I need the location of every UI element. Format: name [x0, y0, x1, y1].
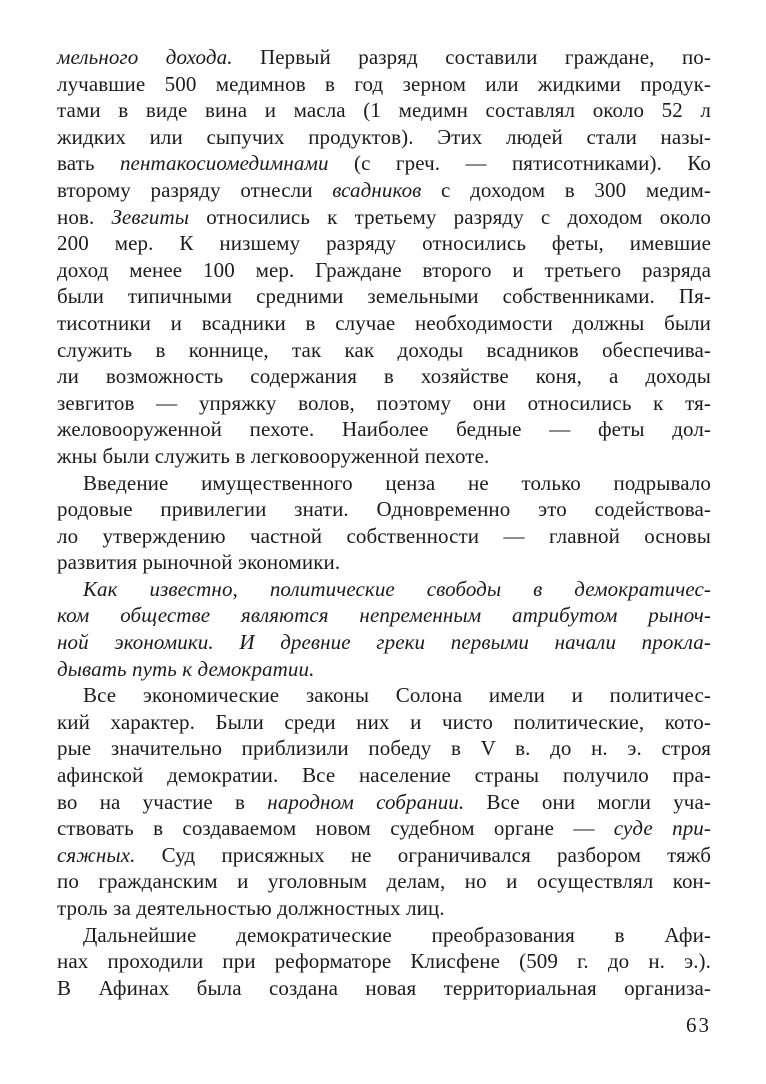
text-run: желовооруженной пехоте. Наиболее бедные — феты дол-: [57, 417, 711, 442]
text-run: ствовать в создаваемом новом судебном органе —: [57, 816, 614, 841]
text-run: Дальнейшие демократические преобразования в Афи-: [83, 922, 711, 947]
text-run: Все они могли уча-: [464, 789, 711, 814]
text-run: служить в коннице, так как доходы всадников обеспечива-: [57, 337, 711, 362]
text-run: троль за деятельностью должностных лиц.: [57, 896, 445, 920]
text-line: [57, 204, 711, 231]
text-line: [57, 363, 711, 390]
text-run: с доходом в 300 медим-: [421, 177, 711, 202]
text-run: жидких или сыпучих продуктов). Этих людей стали назы-: [57, 124, 711, 149]
text-line: [57, 230, 711, 257]
text-line: [57, 337, 711, 364]
text-line: [57, 177, 711, 204]
text-run: тами в виде вина и масла (1 медимн составлял около 52 л: [57, 98, 711, 123]
text-line: [57, 523, 711, 550]
text-block: [57, 44, 711, 1001]
text-line: [57, 416, 711, 443]
text-run: В Афинах была создана новая территориальная организа-: [57, 975, 711, 1000]
text-line: [57, 124, 711, 151]
text-line: [57, 815, 711, 842]
text-line: [57, 150, 711, 177]
italic-text-run: народном собрании.: [267, 789, 465, 814]
text-run: нах проходили при реформаторе Клисфене (509 г. до н. э.).: [57, 949, 711, 974]
text-line: [57, 602, 711, 629]
text-run: вать: [57, 151, 120, 176]
text-run: по гражданским и уголовным делам, но и осуществлял кон-: [57, 869, 711, 894]
text-run: родовые привилегии знати. Одновременно это содействова-: [57, 497, 711, 522]
text-line: [57, 762, 711, 789]
text-run: кий характер. Были среди них и чисто политические, кото-: [57, 709, 711, 734]
text-run: жны были служить в легковооруженной пехоте.: [57, 443, 490, 468]
text-run: лучавшие 500 медимнов в год зерном или жидкими продук-: [57, 71, 711, 96]
text-line: [57, 842, 711, 869]
text-line: [57, 470, 711, 497]
text-line: [57, 576, 711, 603]
text-line: [57, 629, 711, 656]
text-line: [57, 895, 711, 922]
text-line: [57, 496, 711, 523]
text-line: [57, 97, 711, 124]
italic-text-run: всадников: [332, 177, 422, 202]
text-run: развития рыночной экономики.: [57, 550, 341, 575]
text-line: [57, 948, 711, 975]
text-run: Суд присяжных не ограничивался разбором тяжб: [135, 842, 711, 867]
text-run: 200 мер. К низшему разряду относились феты, имевшие: [57, 231, 711, 256]
page-number: 63: [686, 1013, 711, 1037]
italic-text-run: мельного дохода.: [57, 45, 233, 69]
text-run: зевгитов — упряжку волов, поэтому они относились к тя-: [57, 390, 711, 415]
italic-text-run: Как известно, политические свободы в демократичес-: [83, 576, 711, 601]
text-run: ло утверждению частной собственности — главной основы: [57, 523, 711, 548]
text-run: тисотники и всадники в случае необходимости должны были: [57, 310, 711, 335]
italic-text-run: пентакосиомедимнами: [119, 151, 329, 176]
text-run: во на участие в: [57, 789, 268, 814]
text-line: [57, 789, 711, 816]
text-run: относились к третьему разряду с доходом около: [189, 204, 711, 229]
text-line: [57, 868, 711, 895]
text-run: нов.: [57, 204, 112, 229]
text-line: [57, 975, 711, 1002]
text-line: [57, 656, 711, 683]
text-run: Введение имущественного ценза не только подрывало: [83, 470, 711, 495]
text-line: [57, 71, 711, 98]
text-line: [57, 682, 711, 709]
text-run: ли возможность содержания в хозяйстве коня, а доходы: [57, 364, 711, 389]
text-run: Все экономические законы Солона имели и политичес-: [83, 683, 711, 708]
italic-text-run: дывать путь к демократии.: [57, 656, 315, 681]
text-run: доход менее 100 мер. Граждане второго и третьего разряда: [57, 257, 711, 282]
text-run: Первый разряд составили граждане, по-: [232, 45, 711, 69]
text-line: [57, 310, 711, 337]
text-line: [57, 735, 711, 762]
text-run: рые значительно приблизили победу в V в. до н. э. строя: [57, 736, 711, 761]
text-line: [57, 922, 711, 949]
text-run: афинской демократии. Все население страны получило пра-: [57, 763, 711, 788]
text-run: второму разряду отнесли: [57, 177, 333, 202]
italic-text-run: сяжных.: [57, 842, 136, 867]
text-line: [57, 44, 711, 71]
text-run: (с греч. — пятисотниками). Ко: [328, 151, 711, 176]
text-line: [57, 283, 711, 310]
text-run: были типичными средними земельными собственниками. Пя-: [57, 284, 711, 309]
text-line: [57, 257, 711, 284]
text-line: [57, 443, 711, 470]
text-line: [57, 709, 711, 736]
text-line: [57, 390, 711, 417]
italic-text-run: ком обществе являются непременным атрибутом рыноч-: [57, 603, 711, 628]
italic-text-run: Зевгиты: [111, 204, 190, 229]
text-line: [57, 549, 711, 576]
italic-text-run: ной экономики. И древние греки первыми начали прокла-: [57, 630, 711, 655]
italic-text-run: суде при-: [613, 816, 712, 841]
